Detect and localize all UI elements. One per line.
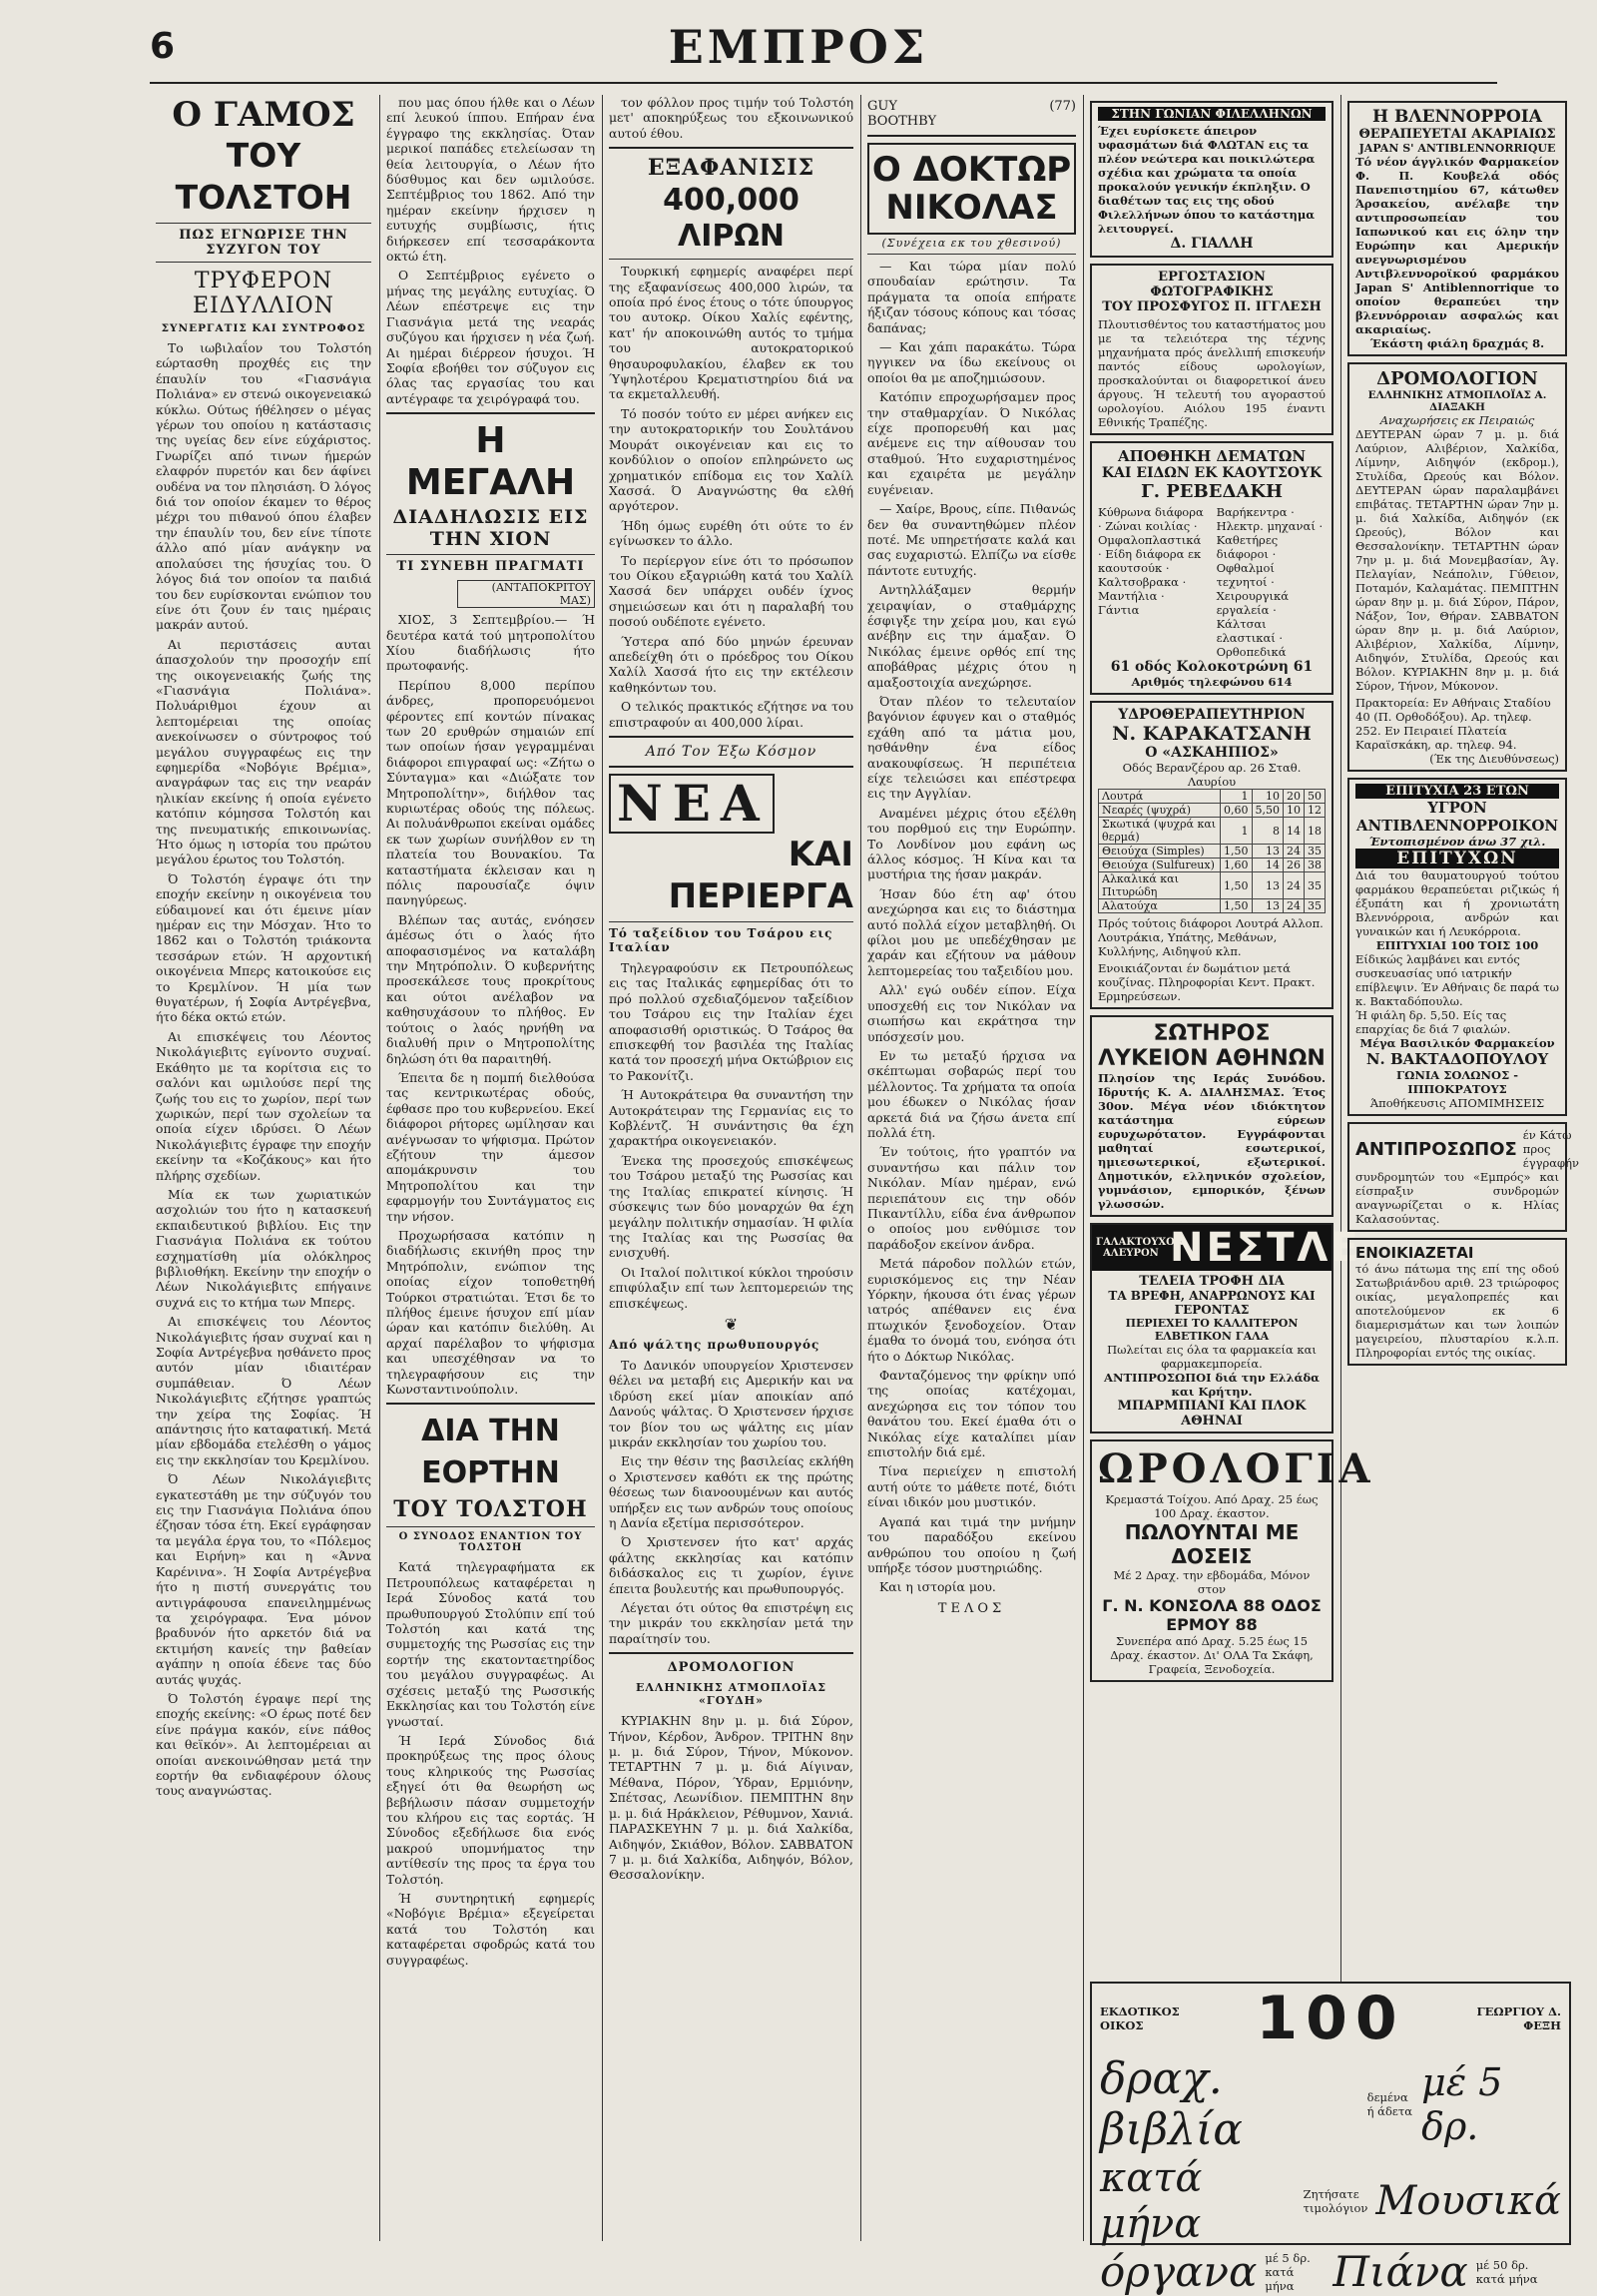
ad-rubber-store [1090,441,1333,695]
byline: (ΑΝΤΑΠΟΚΡΙΤΟΥ ΜΑΣ) [457,580,595,608]
price-row [1099,859,1326,872]
ad-books-note: δεμένα ή άδετα [1366,2090,1412,2118]
price-label: Θειούχα (Simples) [1099,845,1221,859]
paragraph: Και η ιστορία μου. [879,1579,996,1595]
paragraph: Προχωρήσασα κατόπιν η διαδήλωσις εκινήθη προς την Μητρόπολιν, ενώπιον της οποίας είχον τοποθετηθή Τούρκοι στρατιώται. Έτσι δε το πλήθος έμεινε ήσυχον επί μίαν ώραν και κατόπιν διελύθη. Αι αρχαί παρέλαβον το ψήφισμα και υπεσχέθησαν να το τηλεγραφήσουν εις την Κωνσταντινούπολιν. [386,1227,595,1398]
ad-number: 100 [1256,1984,1405,2053]
headline-2: ΔΙΑΔΗΛΩΣΙΣ ΕΙΣ ΤΗΝ ΧΙΟΝ [392,506,589,551]
paragraph: Ό Τολστόη έγραψε περί της εποχής εκείνης: «Ο έρως ποτέ δεν είνε πράγμα κακόν, είνε πάθος και θεϊκόν». Αι λεπτομέρειαι αι οποίαι ανεκοινώθησαν μετά την εορτήν θα ενδιαφέρουν όλους τους αναγνώστας. [156,1690,371,1799]
serial-header [867,99,1076,129]
ad-title-3: ΕΠΙΤΥΧΩΝ [1355,849,1559,868]
paragraph: — Χαίρε, Βρους, είπε. Πιθανώς δεν θα συναντηθώμεν πλέον ποτέ. Με υπηρετήσατε καλά και σας ευχαριστώ. Ελπίζω να είσθε πάντοτε ευτυχής. [867,501,1076,578]
ad-name: Ν. ΒΑΚΤΑΔΟΠΟΥΛΟΥ [1365,1050,1549,1068]
ad-phone: Αριθμός τηλεφώνου 614 [1131,675,1293,689]
price-cell: 1 [1221,790,1253,804]
ad-instruments: όργανα [1100,2247,1258,2296]
ad-text: τό άνω πάτωμα της επί της οδού Σατωβριάνδου αριθ. 23 τριώροφος οικίας, μεγαλοπρεπές και αποτελούμενον εκ 6 διαμερισμάτων και των λοιπών μαγειρείου, πλυσταρίου κ.λ.π. Πληροφορίαι εντός της οικίας. [1355,1262,1559,1360]
price-cell: 35 [1305,872,1326,899]
ornament-icon: ❦ [724,1314,739,1334]
divider [386,1526,595,1527]
ad-title: ΑΠΟΘΗΚΗ ΔΕΜΑΤΩΝ [1117,447,1307,465]
paragraph: Μετά πάροδον πολλών ετών, ευρισκόμενος εις την Νέαν Υόρκην, ήκουσα ότι ένας γέρων ιατρός απέθανεν εις ένα πτωχικόν ξενοδοχείον. Όταν έμαθα το όνομά του, ενόησα ότι ήτο ο Δόκτωρ Νικόλας. [867,1256,1076,1364]
ad-line: Μέ 2 Δραχ. την εβδομάδα, Μόνον στον [1113,1568,1311,1596]
price-cell: 24 [1284,899,1305,913]
paragraph: Ή Ιερά Σύνοδος διά προκηρύξεως της προς όλους τους κληρικούς της Ρωσσίας εξηγεί ότι θα θεωρήση ως βεβήλωσιν πάσαν συμμετοχήν του κλήρου εις τας εορτάς. Ή Σύνοδος εξεδήλωσε δια ενός μακρού υπομνήματος την αντίθεσίν της προς τα έργα του Τολστόη. [386,1732,595,1887]
timetable-title: ΔΡΟΜΟΛΟΓΙΟΝ [667,1660,796,1676]
price-cell: 12 [1305,804,1326,818]
ad-row-music [1092,2155,1569,2247]
paragraph: Λέγεται ότι ούτος θα επιστρέψη εις την μικράν του εκκλησίαν μετά την παραίτησίν του. [609,1600,853,1646]
column-2 [386,95,595,2251]
ad-header [1092,1984,1569,2053]
ad-line: ΓΩΝΙΑ ΣΟΛΩΝΟΣ - ΙΠΠΟΚΡΑΤΟΥΣ [1396,1068,1518,1096]
column-rule [379,95,380,2241]
paragraph: Ο Σεπτέμβριος εγένετο ο μήνας της μεγάλης ευτυχίας. Ό Λέων επέστρεψε εις την Γιασνάγια μετά της νεαράς συζύγου και ήρχισεν η νέα ζωή. Αι ημέραι διέρρεον ήσυχοι. Ή Σοφία εβοήθει τον σύζυγον εις όλας τας εργασίας του και αντέγραφε τα χειρόγραφά του. [386,268,595,406]
column-rule [1083,95,1084,2241]
paragraph: ΧΙΟΣ, 3 Σεπτεμβρίου.— Ή δευτέρα κατά τού μητροπολίτου Χίου διαδήλωσις ήτο πρωτοφανής. [386,612,595,674]
ad-row-books [1092,2053,1569,2155]
divider [386,412,595,414]
serial-doktor-nikolas [867,95,1076,2251]
ad-timetable-diaxaki [1347,362,1567,772]
paragraph: Ένεκα της προσεχούς επισκέψεως του Τσάρου μεταξύ της Ρωσσίας και της Ιταλίας επικρατεί κίνησις. Ή σύσκεψις των δύο μοναρχών θα έχη μεγάλην πολιτικήν σημασίαν. Ή φιλία της Ιταλίας και της Ρωσσίας θα ενισχυθή. [609,1152,853,1261]
price-cell: 1 [1221,818,1253,845]
column-rule [1340,95,1341,2241]
paragraph: Έν τούτοις, ήτο γραπτόν να συναντήσω και πάλιν τον Νικόλαν. Μίαν ημέραν, ενώ περιεπάτουν εις την οδόν Πικαντίλλυ, είδα ένα άνθρωπον ο οποίος μου ενθύμισε τον παράδοξον εκείνον άνδρα. [867,1144,1076,1252]
ad-text: Διά του θαυματουργού τούτου φαρμάκου θεραπεύεται ριζικώς ή έξυπάτη και ή χρονιωτάτη Βλεννόρροια, ανδρών και γυναικών και ή Λευκόρροια. [1355,868,1559,938]
paragraph: Ύστερα από δύο μηνών έρευναν απεδείχθη ότι ο πρόεδρος του Οίκου Χαλίλ Χασσά ήτο εις την εκτέλεσιν καθηκόντων του. [609,633,853,695]
price-row [1099,818,1326,845]
paragraph: Ό Λέων Νικολάγιεβιτς εγκατεστάθη με την σύζυγόν του εις την Γιασνάγια Πολιάνα όπου έζησαν τόσα έτη. Εκεί εγράφησαν τα μεγάλα έργα του, το «Πόλεμος και Ειρήνη» και η «Άννα Καρένινα». Ή Σοφία Αντρέγεβνα ήτο η πιστή συνεργάτις του αντιγράφουσα επανειλημμένως τα χειρόγραφα. Ένα μόνον βραδυνόν ήτο αρκετόν διά να εκτιμήση κανείς την βαθείαν αγάπην η οποία έδενε τας δύο αυτάς ψυχάς. [156,1471,371,1687]
ad-text: Τό νέον άγγλικόν Φαρμακείον Φ. Π. Κουβελά οδός Πανεπιστημίου 67, κάτωθεν Άρσακείου, ανέλαβε την αντιπροσωπείαν του Ιαπωνικού και εις όλην την Ευρώπην και Αμερικήν ανεγνωρισμένου Αντιβλεννοροϊκού φαρμάκου Japan S' Antiblennorrique το οποίον θεραπεύει την βλεννόρροιαν ασφαλώς και ακαριαίως. [1355,155,1559,336]
price-row [1099,804,1326,818]
ad-nestle-banner [1092,1225,1361,1271]
ad-title: ΕΡΓΟΣΤΑΣΙΟΝ ΦΩΤΟΓΡΑΦΙΚΗΣ [1150,270,1274,299]
ad-watchmaker [1090,264,1333,435]
price-cell: 24 [1284,872,1305,899]
price-cell: 24 [1284,845,1305,859]
ad-price: Έκάστη φιάλη δραχμάς 8. [1369,336,1545,350]
price-cell: 10 [1252,790,1284,804]
ad-title: ΕΚΔΟΤΙΚΟΣ ΟΙΚΟΣ [1100,2005,1180,2032]
ad-price: Ή φιάλη δρ. 5,50. Είς τας επαρχίας δε διά 7 φιαλών. [1355,1008,1511,1036]
ad-line: ΤΕΛΕΙΑ ΤΡΟΦΗ ΔΙΑ [1139,1274,1285,1289]
paragraph: Φανταζόμενος την φρίκην υπό της οποίας κατέχομαι, ανεχώρησα εις τον τόπον του θανάτου του. Εκεί έμαθα ότι ο Νικόλας είχε καταλίπει μίαν επιστολήν διά εμέ. [867,1368,1076,1460]
price-label: Αλατούχα [1099,899,1221,913]
ad-line: Πωλείται εις όλα τα φαρμακεία και φαρμακεμπορεία. [1107,1343,1317,1371]
ad-title-3: JAPAN S' ANTIBLENNORRIQUE [1358,142,1556,155]
price-cell: 1,60 [1221,859,1253,872]
price-cell: 0,60 [1221,804,1253,818]
divider [156,262,371,263]
ad-instruments-price: μέ 5 δρ. κατά μήνα [1265,2250,1311,2293]
ad-title: ΣΤΗΝ ΓΩΝΙΑΝ ΦΙΛΕΛΛΗΝΩΝ [1098,107,1326,121]
paragraph: Μία εκ των χωριατικών ασχολιών του ήτο η κατασκευή εκπαιδευτικού βιβλίου. Εις την Γιασνάγια Πολιάνα εκ τούτου εσχηματίσθη μία ολόκληρος βιβλιοθήκη. Εκείνην την εποχήν ο Λέων Νικολάγιεβιτς επήγαινε συχνά εις το κτήμα των Μπερς. [156,1186,371,1310]
price-cell: 38 [1305,859,1326,872]
divider [609,736,853,738]
paragraph: Οι Ιταλοί πολιτικοί κύκλοι τηρούσιν επιφύλαξιν επί των λεπτομερειών της επισκέψεως. [609,1264,853,1311]
ad-text: Πλουτισθέντος του καταστήματος μου με τα τελειότερα της τέχνης μηχανήματα πρός άνελλιπή επισκευήν παντός είδους ωρολογίων, προσκαλούνται οι διαφορετικοί άνευ άργους. Ή τελευτή του αγοραστού ωρολογίου. Αιόλου 195 έναντι Εθνικής Τραπέζης. [1098,317,1326,429]
paragraph: Αγαπά και τιμά την μνήμην του παραδόξου εκείνου ανθρώπου του οποίου η ζωή υπήρξε τόσον μυστηριώδης. [867,1513,1076,1575]
ad-list-left: Κύθρωνα διάφορα · Ζώναι κοιλίας · Ομφαλοπλαστικά · Είδη διάφορα εκ καουτσούκ · Καλτσοβρακα · Μαντήλια · Γάντια [1098,505,1204,617]
ad-nestle-small: ΓΑΛΑΚΤΟΥΧΟΝ ΑΛΕΥΡΟΝ [1096,1237,1184,1259]
price-cell: 1,50 [1221,899,1253,913]
ad-nestle-brand: ΝΕΣΤΛΕ [1170,1225,1361,1271]
paragraph: — Και χάπι παρακάτω. Τώρα ηγγικεν να ίδω εκείνους οι οποίοι θα με αποζημιώσουν. [867,339,1076,385]
serial-subtitle: (Συνέχεια εκ του χθεσινού) [881,237,1062,250]
headline-1: Ο ΓΑΜΟΣ [172,95,355,135]
paragraph: Αλλ' εγώ ουδέν είπον. Είχα υποσχεθή εις τον Νικόλαν να σιωπήσω και εκράτησα την υπόσχεσίν μου. [867,982,1076,1044]
ad-music: Μουσικά [1375,2178,1561,2224]
header-rule [150,82,1497,84]
ad-title: ΣΩΤΗΡΟΣ ΛΥΚΕΙΟΝ ΑΘΗΝΩΝ [1098,1021,1326,1071]
paragraph: Ο τελικός πρακτικός εζήτησε να του επιστραφούν αι 400,000 λίραι. [609,699,853,730]
ad-lists [1098,505,1326,659]
divider [609,1652,853,1654]
ad-pianos: Πιάνα [1332,2247,1468,2296]
ad-line: ΜΠΑΡΜΠΙΑΝΙ ΚΑΙ ΠΛΟΚ ΑΘΗΝΑΙ [1117,1399,1307,1429]
ad-title-2: ΤΟΥ ΠΡΟΣΦΥΓΟΣ Π. ΙΓΓΛΕΣΗ [1102,299,1322,314]
serial-author: GUY BOOTHBY [867,99,937,129]
subheadline: ΠΩΣ ΕΓΝΩΡΙΣΕ ΤΗΝ ΣΥΖΥΓΟΝ ΤΟΥ [179,228,348,258]
ad-line: ΤΑ ΒΡΕΦΗ, ΑΝΑΡΡΩΝΟΥΣ ΚΑΙ ΓΕΡΟΝΤΑΣ [1108,1289,1316,1317]
section-title: ΝΕΑ [609,774,775,834]
paragraph: Ό Τολστόη έγραψε ότι την εποχήν εκείνην η οικογένεια του εύδαιμονεί και ότι έμεινε μίαν ημέραν εις την Μόσχαν. Ήτο το 1862 και ο Τολστόη τριάκοντα τεσσάρων ετών. Ή αρχοντική οικογένεια Μπερς κατοικούσε εις το Κρεμλίνον. Ή μία των θυγατέρων, ή Σοφία Αντρέγεβνα, ήτο δέκα οκτώ ετών. [156,870,371,1025]
ad-line: ΑΝΤΙΠΡΟΣΩΠΟΙ διά την Ελλάδα και Κρήτην. [1104,1371,1320,1399]
kicker: ΣΥΝΕΡΓΑΤΙΣ ΚΑΙ ΣΥΝΤΡΟΦΟΣ [161,322,366,334]
ad-note-2: Ενοικιάζονται έν δωμάτιον μετά κουζίνας. Πληροφορίαι Κεντ. Πρακτ. Ερμηρεύσεων. [1098,961,1316,1003]
ad-line: Συνεπέρα από Δραχ. 5.25 έως 15 Δραχ. έκαστον. Δι' ΟΛΑ Τα Σκάφη, Γραφεία, Ξενοδοχεία. [1110,1634,1314,1676]
subheadline: Τό ταξείδιον του Τσάρου εις Ιταλίαν [609,926,833,954]
headline: ΔΙΑ ΤΗΝ ΕΟΡΤΗΝ [421,1414,560,1491]
headline-2: ΤΟΥ ΤΟΛΣΤΟΗ [393,1496,588,1523]
paragraph: Αναμένει μέχρις ότου εξέλθη του πορθμού εις την Ευρώπην. Το Λονδίνον μου εφάνη ως άλλος κόσμος. Ή Κίνα και τα μυστήρια της ήσαν μακράν. [867,805,1076,882]
ad-address: 61 οδός Κολοκοτρώνη 61 [1110,659,1314,675]
ad-title: ΩΡΟΛΟΓΙΑ [1098,1445,1374,1492]
paragraph: Ήσαν δύο έτη αφ' ότου ανεχώρησα και εις το διάστημα αυτό πολλά είχον μεταβληθή. Οι φίλοι μου με υπεδέχθησαν με χαράν και εζήτουν να μάθουν λεπτομερείας του ταξειδίου μου. [867,885,1076,978]
price-cell: 20 [1284,790,1305,804]
price-cell: 13 [1252,845,1284,859]
ad-antiblennorrhea [1347,778,1567,1116]
ad-text-2: Είδικώς λαμβάνει και εντός συσκευασίας υπό ιατρικήν επίβλεψιν. Έν Αθήναις δε παρά τω κ. Βακταδόπουλω. [1355,952,1560,1008]
ad-line: Έντοπισμένον άνω 37 χιλ. [1368,835,1546,849]
ad-list-right: Βαρήκεντρα · Ηλεκτρ. μηχαναί · Καθετήρες διάφοροι · Οφθαλμοί τεχνητοί · Χειρουργικά εργαλεία · Κάλτσαι ελαστικαί · Ορθοπεδικά [1216,505,1324,659]
ad-title-2: ΚΑΙ ΕΙΔΩΝ ΕΚ ΚΑΟΥΤΣΟΥΚ [1101,465,1323,481]
divider [386,554,595,555]
paragraph: Το περίεργον είνε ότι το πρόσωπον του Οίκου εξαγριώθη κατά του Χαλίλ Χασσά δεν υπάρχει ουδέν ίχνος σημειώσεων και ότι η παραλαβή του ποσού ουδέποτε εγένετο. [609,552,853,630]
price-cell: 14 [1284,818,1305,845]
ad-title: Η ΒΛΕΝΝΟΡΡΟΙΑ [1372,107,1542,127]
rubric: Από Τον Έξω Κόσμον [645,744,817,760]
ad-line: ΠΕΡΙΕΧΕΙ ΤΟ ΚΑΛΛΙΤΕΡΟΝ ΕΛΒΕΤΙΚΟΝ ΓΑΛΑ [1125,1317,1299,1343]
ad-catalog: Ζητήσατε τιμολόγιον [1303,2187,1368,2215]
paragraph: Όταν πλέον το τελευταίον βαγόνιον έφυγεν και ο σταθμός εχάθη από τα μάτια μου, ησθάνθην ένα είδος ανακουφίσεως. Ή περιπέτεια είχε τελειώσει και επέστρεφα εις την Αγγλίαν. [867,693,1076,802]
paragraph: Αι περιστάσεις αυται άπασχολούν την προσοχήν επί της οικογενειακής ζωής της «Γιασνάγια Πολιάνα». Πολυάριθμοι έχουν αι λεπτομέρειαι της οποίας ανεκοίνωσεν ο σύντροφος τού μεγάλου συγγραφέως εις την εφημερίδα «Νοβόγιε Βρέμια», αναγράφων τας εις την νεαράν ηλικίαν εκείνης ή οποία εγένετο κατόπιν κόμησσα Τολστόη και της πνευματικής επικοινωνίας. Ήτο όμως η ιστορία του πρώτου μεγάλου έρωτος του Τολστόη. [156,636,371,867]
paragraph: Εν τω μεταξύ ήρχισα να σκέπτωμαι σοβαρώς περί του μέλλοντος. Τα χρήματα τα οποία μου έδωκεν ο Νικόλας ήσαν αρκετά διά να ζήσω άνετα επί πολλά έτη. [867,1047,1076,1140]
ad-title-2: ΕΛΛΗΝΙΚΗΣ ΑΤΜΟΠΛΟΪΑΣ Α. ΔΙΑΞΑΚΗ [1367,389,1547,413]
ad-title: ΥΔΡΟΘΕΡΑΠΕΥΤΗΡΙΟΝ [1118,707,1306,723]
ad-text: Πλησίον της Ιεράς Συνόδου. Ιδρυτής Κ. Α. ΔΙΑΛΗΣΜΑΣ. Έτος 30ον. Μέγα νέον ιδιόκτητον κατάστημα εύρεων ευρυχωρότατον. Εγγράφονται μαθηταί εσωτερικοί, ημιεσωτερικοί, εξωτερικοί. Δημοτικόν, ελληνικόν σχολείον, γυμνάσιον, εμπορικόν, ξένων γλωσσών. [1098,1071,1326,1211]
headline-2: 400,000 ΛΙΡΩΝ [663,183,799,255]
divider [867,135,1076,137]
paragraph: Τουρκική εφημερίς αναφέρει περί της εξαφανίσεως 400,000 λιρών, τα οποία πρό ένος έτους ο τότε ύπουργος του αυτοκρ. Οίκου Χαλίς εφέντης, κατ' ήν αποκοινώθη αυτός το τμήμα του αυτοκρατορικού θησαυροφυλακίου, έλαβεν εκ του Ύψηλοτέρου Κρεματιστηρίου διά να τα εκμεταλλευθή. [609,264,853,402]
paragraph: — Και τώρα μίαν πολύ σπουδαίαν ερώτησιν. Τα πράγματα τα οποία επήρατε ήξιζαν τόσους κόπους και τόσας δαπάνας; [867,259,1076,335]
price-cell: 1,50 [1221,872,1253,899]
price-cell: 14 [1252,859,1284,872]
ad-name: Δ. ΓΙΑΛΛΗ [1170,236,1254,252]
column-rule [860,95,861,2241]
paragraph: που μας όπου ήλθε και ο Λέων επί λευκού ίππου. Επήραν ένα έγγραφο της εκκλησίας. Όταν μερικοί παπάδες ετελείωσαν τη θεία λειτουργία, ο Λέων ήτο δύσθυμος και δεν ωμιλούσε. Σεπτέμβριος του 1862. Από την ημέραν εκείνην ήρχισεν η ευτυχής συμβίωσις, ήτις διήρκεσεν επί τεσσαράκοντα οκτώ έτη. [386,95,595,265]
price-row [1099,790,1326,804]
price-cell: 13 [1252,899,1284,913]
paragraph: Ή συντηρητική εφημερίς «Νοβόγιε Βρέμια» εξεγείρεται κατά του Τολστόη και καταφέρεται σφοδρώς κατά του συγγραφέως. [386,1890,595,1968]
ad-title-2: Ο «ΑΣΚΑΗΠΙΟΣ» [1145,745,1279,761]
divider [867,254,1076,255]
paragraph: Έπειτα δε η πομπή διελθούσα τας κεντρικωτέρας οδούς, έφθασε προ του κυβερνείου. Εκεί διάφοροι ρήτορες ωμίλησαν και ανέγνωσαν το ψήφισμα. Πρώτον εζήτουν την άμεσον απομάκρυνσιν του Μητροπολίτου και την εφαρμογήν του Συντάγματος εις την νήσον. [386,1069,595,1224]
end-mark: ΤΕΛΟΣ [937,1600,1006,1616]
price-cell: 1,50 [1221,845,1253,859]
paragraph: Ήδη όμως ευρέθη ότι ούτε το έν εγίνωσκεν το άλλο. [609,517,853,549]
ad-address: Οδός Βερανζέρου αρ. 26 Σταθ. Λαυρίου [1122,761,1302,789]
paragraph: Αντηλλάξαμεν θερμήν χειραψίαν, ο σταθμάρχης έσφιγξε την χείρα μου, και εγώ ανέβην εις την άμαξαν. Ό Νικόλας έμεινε ορθός επί της αποβάθρας μέχρις ότου η αμαξοστοιχία ανεχώρησε. [867,582,1076,690]
ad-blennorrhea [1347,101,1567,356]
paragraph: Τηλεγραφούσιν εκ Πετρουπόλεως εις τας Ιταλικάς εφημερίδας ότι το πρό πολλού σχεδιαζόμενον ταξείδιον του Τσάρου εις την Ιταλίαν έχει αποφασισθή οριστικώς. Ό Τσάρος θα επισκεφθή τον βασιλέα της Ιταλίας κατά τον προσεχή μήνα Οκτώβριον εις το Ρακονίτζι. [609,960,853,1083]
price-label: Σκωτικά (ψυχρά και θερμά) [1099,818,1221,845]
ad-pianos-price: μέ 50 δρ. κατά μήνα [1475,2257,1538,2286]
price-cell: 35 [1305,899,1326,913]
paragraph: Αι επισκέψεις του Λέοντος Νικολάγιεβιτς εγίνοντο συχναί. Εκάθητο με τα κορίτσια εις το σαλόνι και ωμιλούσε περί της ζωής του εις το χωρίον, περί των χωρικών, περί των σχολείων τα οποία είχεν ιδρύσει. Ό Λέων Νικολάγιεβιτς έγραφε την εποχήν εκείνην τα «Κοζάκους» και ήτο πλήρης σχεδίων. [156,1028,371,1183]
paragraph: Κατά τηλεγραφήματα εκ Πετρουπόλεως καταφέρεται η Ιερά Σύνοδος κατά του πρωθυπουργού Στολύπιν επί τού Τολστόη και κατά της συμμετοχής της Ρωσσίας εις την εορτήν της εκατονταετηρίδος του μεγάλου συγγραφέως. Αι σχέσεις μεταξύ της Ρωσσικής Εκκλησίας και του Τολστόη είνε γνωσταί. [386,1559,595,1729]
ad-sign: (Έκ της Διευθύνσεως) [1429,752,1559,766]
price-cell: 50 [1305,790,1326,804]
ad-monthly: κατά μήνα [1100,2155,1203,2247]
price-label: Αλκαλικά και Πιτυρώδη [1099,872,1221,899]
divider [609,766,853,768]
subheadline: ΤΙ ΣΥΝΕΒΗ ΠΡΑΓΜΑΤΙ [396,559,585,575]
ad-gialli [1090,101,1333,258]
ad-name: Γ. ΡΕΒΕΔΑΚΗ [1140,481,1284,502]
ad-title-2: ΥΓΡΟΝ ΑΝΤΙΒΛΕΝΝΟΡΡΟΙΚΟΝ [1355,799,1559,835]
timetable-subtitle: ΕΛΛΗΝΙΚΗΣ ΑΤΜΟΠΛΟΪΑΣ «ΓΟΥΔΗ» [635,1681,827,1708]
ad-title: ΕΝΟΙΚΙΑΖΕΤΑΙ [1355,1244,1474,1262]
ad-publisher-fexis [1090,1982,1571,2296]
ad-lyceum [1090,1015,1333,1217]
price-label: Θειούχα (Sulfureux) [1099,859,1221,872]
ad-rep-header [1355,1128,1579,1170]
ad-text: ΔΕΥΤΕΡΑΝ ώραν 7 μ. μ. διά Λαύριον, Αλιβέριον, Χαλκίδα, Λίμνην, Αιδηψόν (εκδρομ.), Στυλίδα, Ωρεούς και Βόλον. ΔΕΥΤΕΡΑΝ ώραν παραλαμβάνει επιβάτας. ΤΕΤΑΡΤΗΝ ώραν 7ην μ. μ. διά Χαλκίδα, Αιδηψόν (εκ Ωρεούς), Βόλον και Θεσσαλονίκην. ΤΕΤΑΡΤΗΝ ώραν 7ην μ. μ. διά Μονεμβασίαν, Άγ. Πελαγίαν, Νεάπολιν, Γύθειον, Ποταμόν, Καλαμάτας. ΠΕΜΠΤΗΝ ώραν 8ην μ. μ. διά Σύρον, Πάρον, Νάξον, Ίον, Θήραν. ΣΑΒΒΑΤΟΝ ώραν 8ην μ. μ. διά Λαύριον, Αλιβέριον, Χαλκίδα, Λίμνην, Αιδηψόν, Στυλίδα, Ωρεούς και Βόλον. ΚΥΡΙΑΚΗΝ 8ην μ. μ. διά Σύρον, Τήνον, Μύκονον. [1355,427,1559,693]
ads-column-2 [1347,95,1579,2251]
ad-representative [1347,1122,1579,1232]
price-label: Νεαρές (ψυχρά) [1099,804,1221,818]
ad-line: ΠΩΛΟΥΝΤΑΙ ΜΕ ΔΟΣΕΙΣ [1124,1520,1300,1568]
paragraph: Ό Χριστενσεν ήτο κατ' αρχάς φάλτης εκκλησίας και κατόπιν διδάσκαλος εις τι χωρίον, έγινε έπειτα βουλευτής και πρωθυπουργός. [609,1534,853,1596]
paragraph: Το Δανικόν υπουργείον Χριστενσεν θέλει να μεταβή εις Αμερικήν και να ιδρύση εκεί μίαν αποικίαν από Δανούς ψάλτας. Ό Χριστενσεν ήρχισε τον βίον του ως ψάλτης εις μίαν μικράν εκκλησίαν του χωρίου του. [609,1357,853,1449]
ad-for-rent [1347,1238,1567,1366]
price-cell: 10 [1284,804,1305,818]
ad-title-2: ΓΕΩΡΓΙΟΥ Δ. ΦΕΞΗ [1476,2005,1561,2032]
ad-hydrotherapy [1090,701,1333,1009]
ad-line: ΕΠΙΤΥΧΙΑΙ 100 ΤΟΙΣ 100 [1375,938,1539,952]
price-cell: 13 [1252,872,1284,899]
paragraph: τον φόλλον προς τιμήν τού Τολστόη μετ' αποκηρύξεως του εξκοινωνικού αυτού έθου. [609,95,853,141]
ad-text: Έχει ευρίσκετε άπειρον υφασμάτων διά ΦΛΩΤΑΝ εις τα πλέον νεώτερα και ποικιλώτερα σχέδια και χρώματα τα οποία προκαλούν γενικήν έκπληξιν. Ο διαθέτων τας εις της οδού Φιλελλήνων όπου το κατάστημα λειτουργεί. [1098,124,1316,236]
ad-books: δραχ. βιβλία [1100,2053,1243,2155]
subheadline-2: ΤΡΥΦΕΡΟΝ ΕΙΔΥΛΛΙΟΝ [193,269,334,318]
page-header [0,0,1597,95]
divider [609,147,853,149]
ad-subtitle: Αναχωρήσεις εκ Πειραιώς [1379,413,1535,427]
ad-title: ΕΠΙΤΥΧΙΑ 23 ΕΤΩΝ [1355,784,1559,799]
paragraph: Τό ποσόν τούτο εν μέρει ανήκεν εις την αυτοκρατορικήν του Σουλτάνου Μουράτ οικογένειαν και εις το κονδύλιον ο οποίον επληρώνετο ως χρηματικόν επίδομα εις τον Χαλίλ Χασσά. Ό Αναγνώστης θα ελθή αργότερον. [609,405,853,514]
ad-text: συνδρομητών του «Εμπρός» και είσπραξιν συνδρομών αναγνωρίζεται ο κ. Ηλίας Καλασούντας. [1355,1170,1559,1226]
ad-nestle [1090,1223,1361,1434]
ad-books-price: μέ 5 δρ. [1421,2060,1503,2148]
divider [386,1403,595,1405]
price-cell: 26 [1284,859,1305,872]
timetable-text: ΚΥΡΙΑΚΗΝ 8ην μ. μ. διά Σύρον, Τήνον, Κέρδον, Άνδρον. ΤΡΙΤΗΝ 8ην μ. μ. διά Σύρον, Τήνον, Μύκονον. ΤΕΤΑΡΤΗΝ 7 μ. μ. διά Αίγιναν, Μέθανα, Πόρον, Ύδραν, Ερμιόνην, Σπέτσας, Λεωνίδιον. ΠΕΜΠΤΗΝ 8ην μ. μ. διά Ηράκλειον, Ρέθυμνον, Χανιά. ΠΑΡΑΣΚΕΥΗΝ 7 μ. μ. διά Χαλκίδα, Αιδηψόν, Σκιάθον, Βόλον. ΣΑΒΒΑΤΟΝ 7 μ. μ. διά Χαλκίδα, Αιδηψόν, Βόλον, Θεσσαλονίκην. [609,1713,853,1883]
price-cell: 18 [1305,818,1326,845]
paragraph: Το ιωβιλαΐον του Τολστόη εώρτασθη προχθές εις την έπαυλίν του «Γιασνάγια Πολιάνα» εν στενώ οικογενειακώ κύκλω. Ούτως ήθέλησεν ο μέγας γέρων του οποίου η κατάστασις της υγείας δεν είνε εύχάριστος. Γνωρίζει από τινων ήμερών ελαφρόν πυρετόν και δεν άφίνει ουδένα να τον πλησιάση. Ό λόγος διά τον οποίον έκαμεν το θέρος μέχρι του πιθανού όπου έλαβεν την έπαυλίν του, δεν είνε τίποτε άλλο από μίαν ανάγκην να απολαύσει της ήσυχίας του. Ό λόγος διά τον οποίον τα παιδιά του δεν ευρίσκονται ενώπιον του είνε ότι ζουν έν ταις ημέραις μακράν αυτού. [156,340,371,633]
divider [609,259,853,260]
ad-title: ΑΝΤΙΠΡΟΣΩΠΟΣ [1355,1138,1517,1160]
ad-line: Κρεμαστά Τοίχου. Από Δραχ. 25 έως 100 Δραχ. έκαστον. [1105,1492,1319,1520]
section-title-2: ΚΑΙ ΠΕΡΙΕΡΓΑ [668,835,853,916]
paragraph: Αι επισκέψεις του Λέοντος Νικολάγιεβιτς ήσαν συχναί και η Σοφία Αντρέγεβνα ησθάνετο προς αυτόν μίαν ιδιαιτέραν συμπάθειαν. Ό Λέων Νικολάγιεβιτς εζήτησε γραπτώς την χείρα της Σοφίας. Ή απάντησις ήτο καταφατική. Μετά μίαν εβδομάδα ετελέσθη ο γάμος εις την εκκλησίαν του Κρεμλίνου. [156,1314,371,1467]
ad-clocks [1090,1439,1374,1682]
headline: Η ΜΕΓΑΛΗ [405,420,576,504]
ad-nestle-body [1092,1271,1331,1432]
paragraph: Βλέπων τας αυτάς, ενόησεν άμέσως ότι ο λαός ήτο αποφασισμένος να καταλάβη την Μητρόπολιν. Ό κυβερνήτης προσεκάλεσε τους προκρίτους και ούτοι ανέλαβον να καθησυχάσουν το πλήθος. Εν τούτοις ο λαός ηρνήθη να διαλυθή πριν ο Μητροπολίτης δηλώση ότι θα παραιτηθή. [386,911,595,1066]
price-label: Λουτρά [1099,790,1221,804]
serial-number: (77) [1049,99,1076,114]
price-cell: 5,50 [1252,804,1284,818]
price-cell: 35 [1305,845,1326,859]
paragraph: Ή Αυτοκράτειρα θα συναντήση την Αυτοκράτειραν της Γερμανίας εις το Κοβλέντζ. Ή συνάντησις θα έχη χαρακτήρα οικογενειακόν. [609,1087,853,1149]
headline: ΕΞΑΦΑΝΙΣΙΣ [647,155,815,182]
ad-title: ΔΡΟΜΟΛΟΓΙΟΝ [1376,368,1538,389]
subheadline: Ο ΣΥΝΟΔΟΣ ΕΝΑΝΤΙΟΝ ΤΟΥ ΤΟΛΣΤΟΗ [398,1531,583,1554]
price-row [1099,845,1326,859]
masthead: ΕΜΠΡΟΣ [668,20,929,74]
paragraph: Περίπου 8,000 περίπου άνδρες, προπορευόμενοι φέροντες επί κοντών πίνακας των 20 ερυθρών σημαιών επί των οποίων ήσαν γεγραμμέναι διάφοροι επιγραφαί ως: «Ζήτω ο Σύνταγμα» και «Διώξατε τον Μητροπολίτην», διήλθον τας κυριωτέρας οδούς της πόλεως. Αι πολυάνθρωποι εκείναι ομάδες εκ των χωρίων συνήλθον εν τη πλατεία του Βουνακίου. Τα καταστήματα έκλεισαν και η πόλις παρουσίαζε όψιν πανηγύρεως. [386,677,595,908]
ad-line: Μέγα Βασιλικόν Φαρμακείον [1359,1036,1555,1050]
price-row [1099,899,1326,913]
price-cell: 8 [1252,818,1284,845]
ad-note: Πρός τούτοις διάφοροι Λουτρά Αλλοπ. Λουτράκια, Υπάτης, Μεθάνων, Κυλλήνης, Αιδηψού κλπ. [1098,916,1324,958]
price-row [1099,872,1326,899]
ad-line: Γ. Ν. ΚΟΝΣΟΛΑ 88 ΟΔΟΣ ΕΡΜΟΥ 88 [1102,1596,1322,1634]
ad-subtitle: έν Κάτω προς έγγραφήν [1522,1128,1579,1170]
ad-contact: Πρακτορεία: Εν Αθήναις Σταδίου 40 (Π. Ορθοδόξου). Αρ. τηλεφ. 252. Εν Πειραιεί Πλατεία Καραϊσκάκη, αρ. τηλεφ. 94. [1355,696,1551,752]
column-rule [602,95,603,2241]
serial-title: Ο ΔΟΚΤΩΡ ΝΙΚΟΛΑΣ [867,143,1076,235]
divider [609,921,853,922]
article-tolstoy-wedding [156,95,371,2251]
divider [156,223,371,224]
ad-row-pianos [1092,2247,1569,2296]
column-3 [609,95,853,2251]
ad-line: Άποθήκευσις ΑΠΟΜΙΜΗΣΕΙΣ [1369,1096,1545,1110]
paragraph: Τίνα περιείχεν η επιστολή αυτή ούτε το μάθετε ποτέ, διότι είναι ιδικόν μου μυστικόν. [867,1463,1076,1510]
price-table [1098,789,1326,913]
paragraph: Κατόπιν επροχωρήσαμεν προς την σταθμαρχίαν. Ό Νικόλας είχε προπορευθή και μας ανέμενε εις την αίθουσαν του σταθμού. Ήτο ευχαριστημένος και εχαιρέτα με μεγάλην ευγένειαν. [867,389,1076,497]
page-number: 6 [150,26,176,67]
ad-title-2: ΘΕΡΑΠΕΥΕΤΑΙ ΑΚΑΡΙΑΙΩΣ [1358,127,1556,142]
ad-name: Ν. ΚΑΡΑΚΑΤΣΑΝΗ [1112,723,1312,745]
paragraph: Εις την θέσιν της βασιλείας εκλήθη ο Χριστενσεν καθότι εκ της πρώτης θέσεως των διανοουμένων και αυτός υπήρξεν εις των ανδρών τους οποίους η Δανία εξετίμα περισσότερον. [609,1453,853,1530]
subheadline: Από ψάλτης πρωθυπουργός [609,1337,820,1352]
headline-2: ΤΟΥ ΤΟΛΣΤΟΗ [175,136,352,217]
